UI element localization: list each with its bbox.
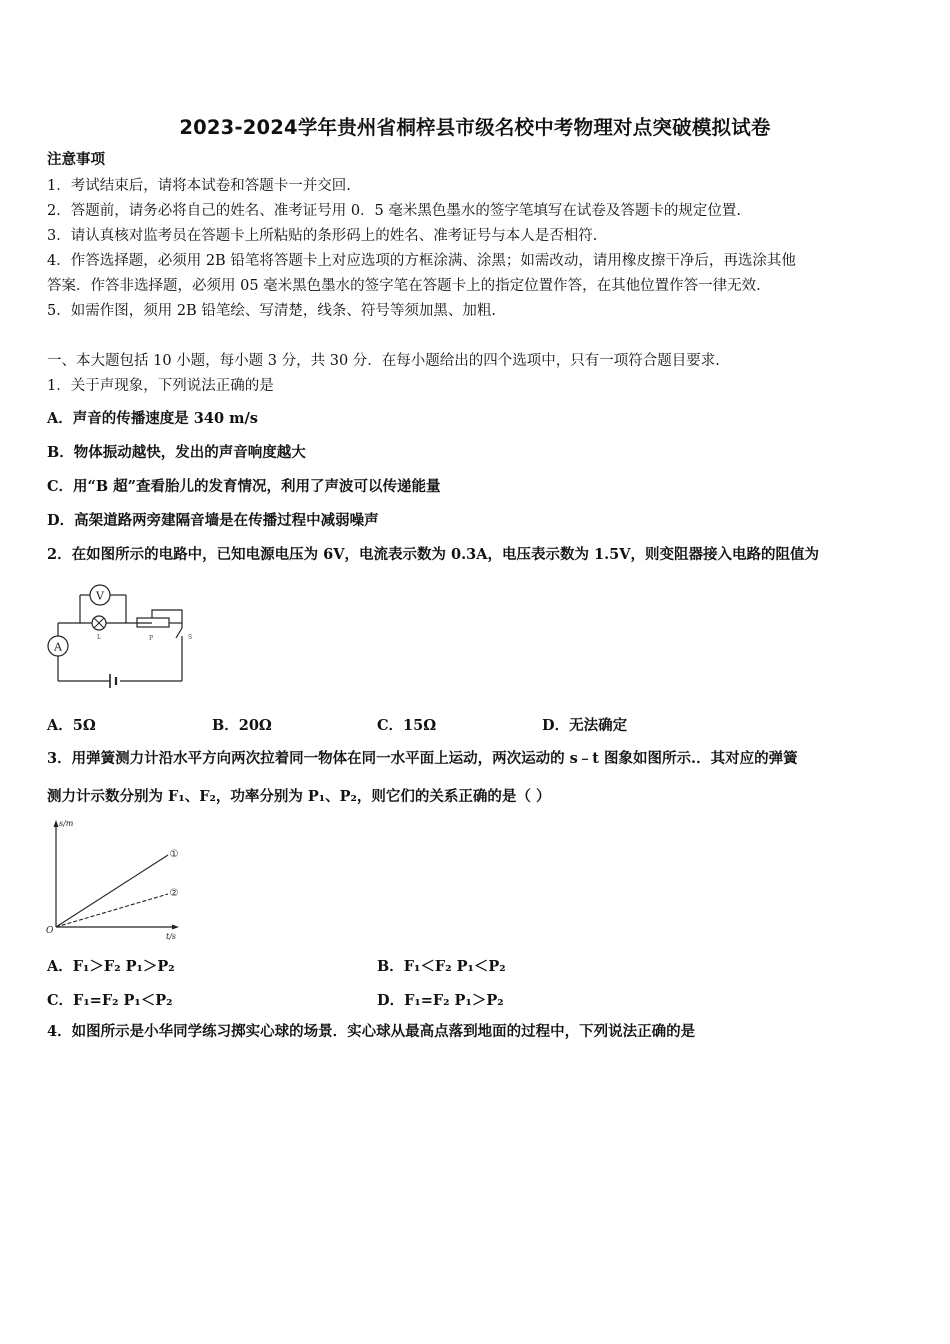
question-3-option-a: A．F₁＞F₂ P₁＞P₂ [47,958,175,975]
notice-item: 1．考试结束后，请将本试卷和答题卡一并交回. [47,178,351,194]
notice-item: 答案．作答非选择题，必须用 05 毫米黑色墨水的签字笔在答题卡上的指定位置作答，在其他位置作答一律无效. [47,278,761,294]
page-title: 2023-2024学年贵州省桐梓县市级名校中考物理对点突破模拟试卷 [179,116,771,139]
question-1-option-b: B．物体振动越快，发出的声音响度越大 [47,444,306,461]
notice-item: 2．答题前，请务必将自己的姓名、准考证号用 0．5 毫米黑色墨水的签字笔填写在试卷及答题卡的规定位置. [47,203,741,219]
question-4-stem: 4．如图所示是小华同学练习掷实心球的场景．实心球从最高点落到地面的过程中，下列说法正确的是 [47,1023,696,1040]
notice-item: 5．如需作图，须用 2B 铅笔绘、写清楚，线条、符号等须加黑、加粗. [47,303,496,319]
question-2-option-a: A．5Ω [47,717,96,734]
origin-label: O [46,926,54,936]
voltmeter-label: V [96,589,104,603]
question-1-option-c: C．用“B 超”查看胎儿的发育情况，利用了声波可以传递能量 [47,478,441,495]
series-line-2 [56,894,168,927]
question-3-stem-continued: 测力计示数分别为 F₁、F₂，功率分别为 P₁、P₂，则它们的关系正确的是（ ） [47,788,551,805]
question-3-option-b: B．F₁＜F₂ P₁＜P₂ [377,958,506,975]
ammeter-icon [48,636,68,656]
question-2-option-b: B．20Ω [212,717,272,734]
notice-heading: 注意事项 [47,151,105,168]
x-axis-label: t/s [166,932,177,941]
y-axis-label: s/m [59,819,74,828]
voltmeter-icon [90,585,110,605]
question-1-option-d: D．高架道路两旁建隔音墙是在传播过程中减弱噪声 [47,512,379,529]
question-2-option-d: D．无法确定 [542,717,628,734]
question-2-option-c: C．15Ω [377,717,437,734]
question-3-stem: 3．用弹簧测力计沿水平方向两次拉着同一物体在同一水平面上运动，两次运动的 s﹣t 图象如图所示.．其对应的弹簧 [47,750,798,767]
notice-item: 4．作答选择题，必须用 2B 铅笔将答题卡上对应选项的方框涂满、涂黑；如需改动，请用橡皮擦干净后，再选涂其他 [47,253,796,269]
section-heading: 一、本大题包括 10 小题，每小题 3 分，共 30 分．在每小题给出的四个选项中，只有一项符合题目要求. [47,353,720,369]
question-1-option-a: A．声音的传播速度是 340 m/s [47,410,258,427]
question-1-stem: 1．关于声现象，下列说法正确的是 [47,378,274,394]
question-2-stem: 2．在如图所示的电路中，已知电源电压为 6V，电流表示数为 0.3A，电压表示数为 1.5V，则变阻器接入电路的阻值为 [47,546,820,563]
circuit-diagram [42,578,202,693]
lamp-label: L [97,634,101,641]
question-3-option-c: C．F₁=F₂ P₁＜P₂ [47,992,173,1009]
ammeter-label: A [54,640,62,654]
s-t-graph [42,815,187,943]
rheostat-label: P [149,635,154,642]
series-line-1 [56,855,168,927]
lamp-icon [92,616,106,641]
series-label-1: ① [169,849,179,860]
notice-item: 3．请认真核对监考员在答题卡上所粘贴的条形码上的姓名、准考证号与本人是否相符. [47,228,598,244]
series-label-2: ② [169,888,179,899]
switch-label: S [188,634,193,641]
question-3-option-d: D．F₁=F₂ P₁＞P₂ [377,992,504,1009]
